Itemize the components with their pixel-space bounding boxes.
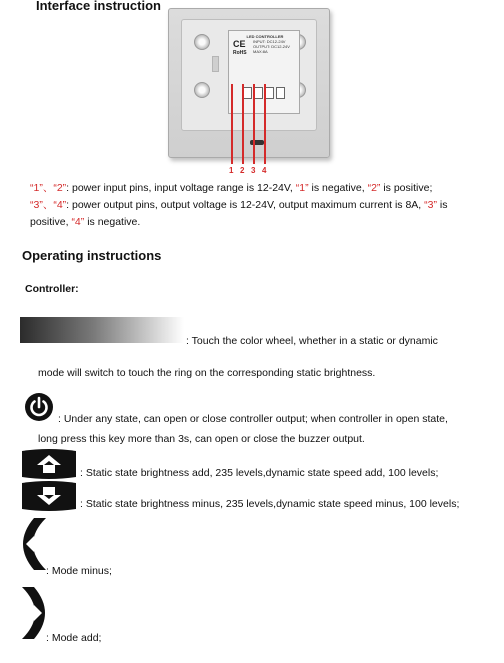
instruction-text: long press this key more than 3s, can open or close the buzzer output.	[38, 433, 365, 445]
pin-wire	[231, 84, 233, 164]
rohs-mark: RoHS	[233, 50, 247, 56]
instruction-text: : Mode add;	[46, 632, 102, 644]
terminal-4	[276, 87, 285, 99]
pin-label: 3	[251, 166, 256, 175]
module-spec-line: OUTPUT: DC12-24V	[253, 44, 290, 49]
instruction-text: : Static state brightness add, 235 levels,dynamic state speed add, 100 levels;	[80, 467, 439, 479]
arrow-up-icon	[20, 449, 78, 479]
instruction-text: mode will switch to touch the ring on the corresponding static brightness.	[38, 367, 376, 379]
pin-wire	[253, 84, 255, 164]
pin-line-1: “1”、“2”: power input pins, input voltage range is 12-24V, “1” is negative, “2” is positive;	[30, 182, 433, 194]
pin-label: 2	[240, 166, 245, 175]
section-title-operating: Operating instructions	[22, 248, 162, 263]
controller-subtitle: Controller:	[25, 283, 79, 295]
pin-label: 4	[262, 166, 267, 175]
instruction-text: : Touch the color wheel, whether in a static or dynamic	[186, 335, 438, 347]
module-spec-line: INPUT: DC12-24V	[253, 39, 286, 44]
ce-mark: CE	[233, 39, 246, 49]
mode-minus-icon	[18, 516, 48, 572]
arrow-down-icon	[20, 481, 78, 511]
terminal-2	[254, 87, 263, 99]
pin-line-2: “3”、“4”: power output pins, output voltage is 12-24V, output maximum current is 8A, “3” is	[30, 199, 448, 211]
color-wheel-gradient-bar	[20, 317, 184, 343]
terminal-1	[243, 87, 252, 99]
screw-icon	[194, 82, 210, 98]
module-spec-line: MAX:8A	[253, 49, 268, 54]
module-title: LED CONTROLLER	[246, 34, 284, 39]
instruction-text: : Under any state, can open or close controller output; when controller in open state,	[58, 413, 448, 425]
vent-slot	[212, 56, 219, 72]
device-back-panel	[181, 19, 317, 131]
terminal-3	[265, 87, 274, 99]
pin-wire	[264, 84, 266, 164]
pin-wire	[242, 84, 244, 164]
section-title-interface: Interface instruction	[36, 0, 161, 13]
instruction-text: : Static state brightness minus, 235 levels,dynamic state speed minus, 100 levels;	[80, 498, 460, 510]
screw-icon	[194, 34, 210, 50]
controller-device-image	[168, 8, 330, 158]
instruction-text: : Mode minus;	[46, 565, 112, 577]
pin-label: 1	[229, 166, 234, 175]
pin-description	[30, 181, 500, 230]
power-icon	[24, 392, 54, 422]
pin-line-3: positive, “4” is negative.	[30, 216, 141, 228]
